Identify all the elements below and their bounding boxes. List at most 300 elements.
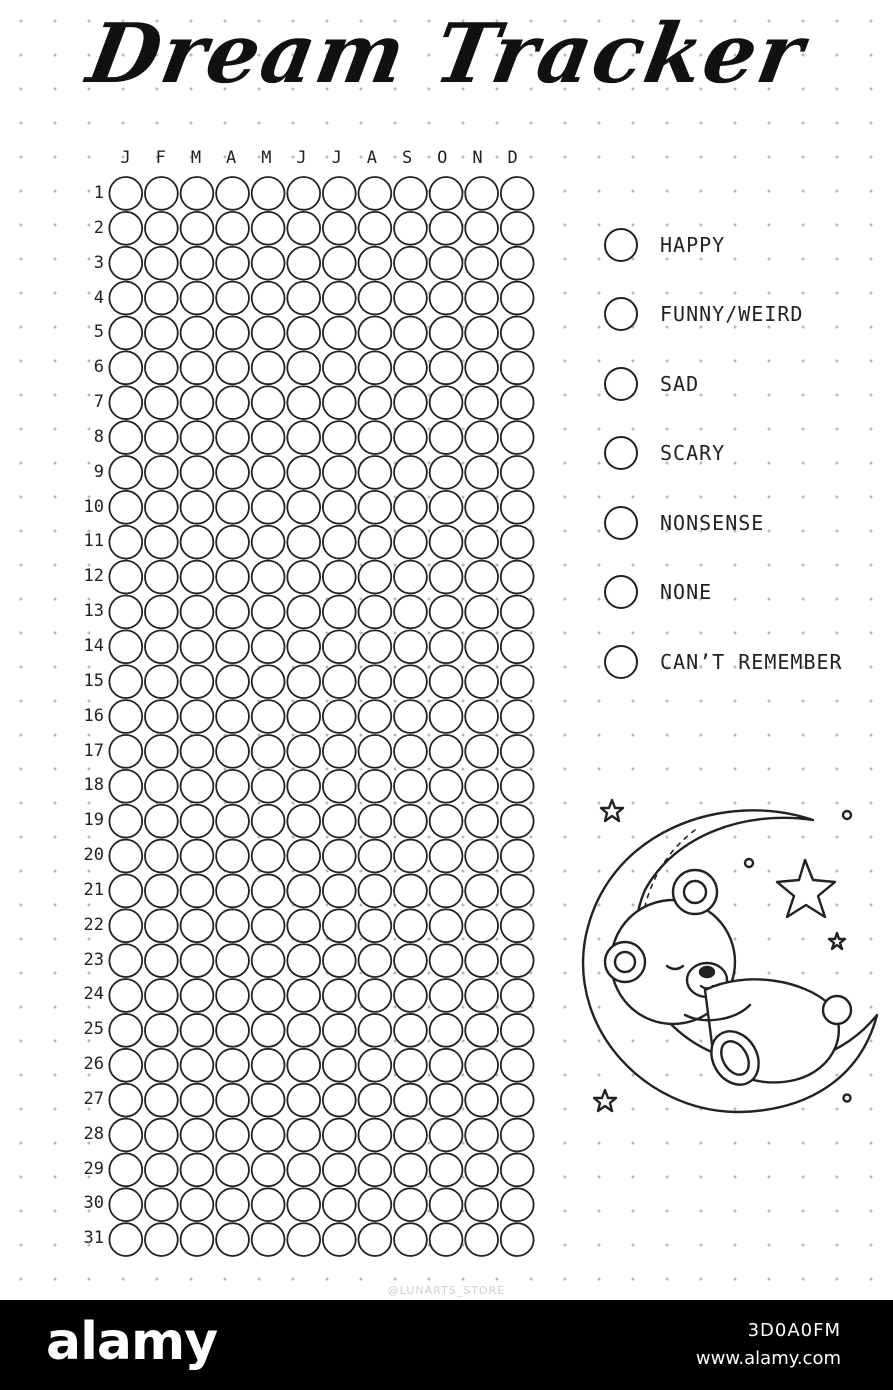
tracker-cell[interactable] (145, 805, 178, 838)
tracker-cell[interactable] (216, 1084, 249, 1117)
tracker-cell[interactable] (501, 282, 534, 315)
tracker-cell[interactable] (181, 595, 214, 628)
tracker-cell[interactable] (358, 351, 391, 384)
tracker-cell[interactable] (145, 317, 178, 350)
tracker-cell[interactable] (501, 1223, 534, 1256)
tracker-cell[interactable] (109, 805, 142, 838)
tracker-cell[interactable] (145, 909, 178, 942)
tracker-cell[interactable] (252, 421, 285, 454)
tracker-cell[interactable] (181, 805, 214, 838)
tracker-cell[interactable] (430, 1153, 463, 1186)
tracker-cell[interactable] (358, 1188, 391, 1221)
tracker-cell[interactable] (465, 1188, 498, 1221)
tracker-cell[interactable] (181, 1084, 214, 1117)
tracker-cell[interactable] (501, 386, 534, 419)
tracker-cell[interactable] (287, 630, 320, 663)
tracker-cell[interactable] (501, 735, 534, 768)
tracker-cell[interactable] (501, 944, 534, 977)
tracker-cell[interactable] (252, 1084, 285, 1117)
tracker-cell[interactable] (358, 561, 391, 594)
tracker-cell[interactable] (394, 177, 427, 210)
tracker-cell[interactable] (323, 1014, 356, 1047)
tracker-cell[interactable] (430, 735, 463, 768)
tracker-cell[interactable] (109, 177, 142, 210)
tracker-cell[interactable] (430, 909, 463, 942)
tracker-cell[interactable] (287, 1188, 320, 1221)
tracker-cell[interactable] (252, 491, 285, 524)
tracker-cell[interactable] (252, 317, 285, 350)
tracker-cell[interactable] (252, 840, 285, 873)
tracker-cell[interactable] (358, 874, 391, 907)
tracker-cell[interactable] (501, 561, 534, 594)
tracker-cell[interactable] (394, 561, 427, 594)
tracker-cell[interactable] (501, 1119, 534, 1152)
tracker-cell[interactable] (430, 1049, 463, 1082)
tracker-cell[interactable] (216, 386, 249, 419)
tracker-cell[interactable] (358, 247, 391, 280)
tracker-cell[interactable] (394, 735, 427, 768)
legend-circle[interactable] (604, 436, 638, 470)
tracker-cell[interactable] (287, 177, 320, 210)
tracker-cell[interactable] (109, 700, 142, 733)
tracker-cell[interactable] (287, 317, 320, 350)
tracker-cell[interactable] (109, 456, 142, 489)
tracker-cell[interactable] (287, 282, 320, 315)
tracker-cell[interactable] (430, 421, 463, 454)
tracker-cell[interactable] (501, 526, 534, 559)
tracker-cell[interactable] (216, 491, 249, 524)
tracker-cell[interactable] (181, 700, 214, 733)
tracker-cell[interactable] (465, 317, 498, 350)
tracker-cell[interactable] (394, 805, 427, 838)
tracker-cell[interactable] (216, 247, 249, 280)
tracker-cell[interactable] (394, 1153, 427, 1186)
tracker-cell[interactable] (501, 177, 534, 210)
tracker-cell[interactable] (358, 700, 391, 733)
tracker-cell[interactable] (358, 944, 391, 977)
tracker-cell[interactable] (323, 735, 356, 768)
tracker-cell[interactable] (287, 1153, 320, 1186)
tracker-cell[interactable] (252, 770, 285, 803)
tracker-cell[interactable] (358, 317, 391, 350)
tracker-cell[interactable] (394, 386, 427, 419)
tracker-cell[interactable] (181, 317, 214, 350)
tracker-cell[interactable] (252, 526, 285, 559)
tracker-cell[interactable] (358, 1084, 391, 1117)
tracker-cell[interactable] (430, 1084, 463, 1117)
tracker-cell[interactable] (252, 212, 285, 245)
tracker-cell[interactable] (109, 909, 142, 942)
tracker-cell[interactable] (501, 700, 534, 733)
tracker-cell[interactable] (216, 1119, 249, 1152)
tracker-cell[interactable] (323, 630, 356, 663)
tracker-cell[interactable] (394, 491, 427, 524)
tracker-cell[interactable] (145, 1223, 178, 1256)
tracker-cell[interactable] (394, 247, 427, 280)
tracker-cell[interactable] (109, 1049, 142, 1082)
tracker-cell[interactable] (465, 909, 498, 942)
tracker-cell[interactable] (181, 1153, 214, 1186)
tracker-cell[interactable] (465, 1084, 498, 1117)
tracker-cell[interactable] (145, 491, 178, 524)
tracker-cell[interactable] (216, 805, 249, 838)
tracker-cell[interactable] (394, 979, 427, 1012)
tracker-cell[interactable] (465, 456, 498, 489)
tracker-cell[interactable] (501, 1188, 534, 1221)
tracker-cell[interactable] (287, 909, 320, 942)
tracker-cell[interactable] (430, 700, 463, 733)
tracker-cell[interactable] (109, 840, 142, 873)
tracker-cell[interactable] (145, 177, 178, 210)
tracker-cell[interactable] (145, 735, 178, 768)
tracker-cell[interactable] (465, 700, 498, 733)
tracker-cell[interactable] (109, 1014, 142, 1047)
tracker-cell[interactable] (465, 1014, 498, 1047)
tracker-cell[interactable] (252, 247, 285, 280)
tracker-cell[interactable] (501, 665, 534, 698)
tracker-cell[interactable] (358, 1014, 391, 1047)
tracker-cell[interactable] (145, 561, 178, 594)
tracker-cell[interactable] (394, 421, 427, 454)
tracker-cell[interactable] (323, 1119, 356, 1152)
tracker-cell[interactable] (216, 177, 249, 210)
tracker-cell[interactable] (430, 351, 463, 384)
tracker-cell[interactable] (358, 770, 391, 803)
tracker-cell[interactable] (465, 805, 498, 838)
tracker-cell[interactable] (145, 1049, 178, 1082)
tracker-cell[interactable] (216, 1014, 249, 1047)
tracker-cell[interactable] (465, 1223, 498, 1256)
tracker-cell[interactable] (181, 491, 214, 524)
tracker-cell[interactable] (394, 944, 427, 977)
tracker-cell[interactable] (465, 630, 498, 663)
tracker-cell[interactable] (181, 421, 214, 454)
tracker-cell[interactable] (287, 247, 320, 280)
tracker-cell[interactable] (287, 1119, 320, 1152)
tracker-cell[interactable] (358, 979, 391, 1012)
tracker-cell[interactable] (323, 770, 356, 803)
tracker-cell[interactable] (394, 1014, 427, 1047)
tracker-cell[interactable] (430, 491, 463, 524)
tracker-cell[interactable] (145, 1153, 178, 1186)
tracker-cell[interactable] (181, 456, 214, 489)
tracker-cell[interactable] (252, 1119, 285, 1152)
tracker-cell[interactable] (252, 177, 285, 210)
tracker-cell[interactable] (394, 665, 427, 698)
tracker-cell[interactable] (109, 1188, 142, 1221)
tracker-cell[interactable] (145, 351, 178, 384)
tracker-cell[interactable] (109, 1119, 142, 1152)
tracker-cell[interactable] (501, 1049, 534, 1082)
tracker-cell[interactable] (252, 1014, 285, 1047)
tracker-cell[interactable] (323, 700, 356, 733)
tracker-cell[interactable] (145, 595, 178, 628)
tracker-cell[interactable] (394, 595, 427, 628)
tracker-cell[interactable] (465, 212, 498, 245)
tracker-cell[interactable] (323, 456, 356, 489)
tracker-cell[interactable] (465, 177, 498, 210)
tracker-cell[interactable] (465, 874, 498, 907)
tracker-cell[interactable] (358, 212, 391, 245)
tracker-cell[interactable] (216, 1223, 249, 1256)
tracker-cell[interactable] (109, 770, 142, 803)
tracker-cell[interactable] (287, 351, 320, 384)
tracker-cell[interactable] (216, 561, 249, 594)
tracker-cell[interactable] (252, 630, 285, 663)
tracker-cell[interactable] (181, 212, 214, 245)
tracker-cell[interactable] (501, 351, 534, 384)
tracker-cell[interactable] (109, 247, 142, 280)
tracker-cell[interactable] (430, 1119, 463, 1152)
tracker-cell[interactable] (287, 212, 320, 245)
tracker-cell[interactable] (109, 212, 142, 245)
tracker-cell[interactable] (394, 351, 427, 384)
tracker-cell[interactable] (323, 317, 356, 350)
tracker-cell[interactable] (501, 1153, 534, 1186)
tracker-cell[interactable] (181, 735, 214, 768)
tracker-cell[interactable] (287, 561, 320, 594)
tracker-cell[interactable] (287, 456, 320, 489)
tracker-cell[interactable] (465, 735, 498, 768)
tracker-cell[interactable] (181, 979, 214, 1012)
tracker-cell[interactable] (394, 630, 427, 663)
tracker-cell[interactable] (216, 212, 249, 245)
tracker-cell[interactable] (109, 1223, 142, 1256)
tracker-cell[interactable] (109, 386, 142, 419)
tracker-cell[interactable] (358, 526, 391, 559)
tracker-cell[interactable] (501, 456, 534, 489)
tracker-cell[interactable] (465, 386, 498, 419)
tracker-cell[interactable] (145, 1014, 178, 1047)
tracker-cell[interactable] (430, 561, 463, 594)
tracker-cell[interactable] (181, 1119, 214, 1152)
tracker-cell[interactable] (252, 1049, 285, 1082)
tracker-cell[interactable] (252, 700, 285, 733)
tracker-cell[interactable] (358, 456, 391, 489)
tracker-cell[interactable] (394, 909, 427, 942)
tracker-cell[interactable] (145, 1084, 178, 1117)
tracker-cell[interactable] (216, 282, 249, 315)
tracker-cell[interactable] (252, 665, 285, 698)
tracker-cell[interactable] (287, 1084, 320, 1117)
tracker-cell[interactable] (181, 1049, 214, 1082)
tracker-cell[interactable] (145, 1188, 178, 1221)
tracker-cell[interactable] (287, 700, 320, 733)
tracker-cell[interactable] (358, 665, 391, 698)
tracker-cell[interactable] (465, 282, 498, 315)
tracker-cell[interactable] (145, 979, 178, 1012)
tracker-cell[interactable] (501, 805, 534, 838)
tracker-cell[interactable] (109, 874, 142, 907)
tracker-cell[interactable] (145, 386, 178, 419)
tracker-cell[interactable] (323, 1049, 356, 1082)
tracker-cell[interactable] (430, 1223, 463, 1256)
tracker-cell[interactable] (287, 1049, 320, 1082)
tracker-cell[interactable] (358, 386, 391, 419)
tracker-cell[interactable] (109, 630, 142, 663)
tracker-cell[interactable] (323, 979, 356, 1012)
tracker-cell[interactable] (287, 386, 320, 419)
tracker-cell[interactable] (216, 700, 249, 733)
tracker-cell[interactable] (145, 421, 178, 454)
tracker-cell[interactable] (109, 979, 142, 1012)
tracker-cell[interactable] (252, 386, 285, 419)
tracker-cell[interactable] (109, 1153, 142, 1186)
tracker-cell[interactable] (252, 282, 285, 315)
tracker-cell[interactable] (465, 526, 498, 559)
tracker-cell[interactable] (358, 805, 391, 838)
legend-circle[interactable] (604, 228, 638, 262)
tracker-cell[interactable] (181, 351, 214, 384)
tracker-cell[interactable] (216, 979, 249, 1012)
tracker-cell[interactable] (323, 1153, 356, 1186)
tracker-cell[interactable] (109, 665, 142, 698)
tracker-cell[interactable] (216, 944, 249, 977)
tracker-cell[interactable] (216, 909, 249, 942)
tracker-cell[interactable] (430, 944, 463, 977)
tracker-cell[interactable] (430, 317, 463, 350)
tracker-cell[interactable] (145, 282, 178, 315)
tracker-cell[interactable] (323, 282, 356, 315)
tracker-cell[interactable] (465, 944, 498, 977)
tracker-cell[interactable] (430, 177, 463, 210)
tracker-cell[interactable] (501, 595, 534, 628)
tracker-cell[interactable] (394, 1188, 427, 1221)
tracker-cell[interactable] (145, 700, 178, 733)
tracker-cell[interactable] (252, 979, 285, 1012)
tracker-cell[interactable] (465, 979, 498, 1012)
tracker-cell[interactable] (430, 212, 463, 245)
tracker-cell[interactable] (181, 247, 214, 280)
tracker-cell[interactable] (216, 595, 249, 628)
tracker-cell[interactable] (287, 491, 320, 524)
tracker-cell[interactable] (501, 840, 534, 873)
tracker-cell[interactable] (501, 491, 534, 524)
tracker-cell[interactable] (181, 665, 214, 698)
tracker-cell[interactable] (465, 595, 498, 628)
tracker-cell[interactable] (394, 526, 427, 559)
tracker-cell[interactable] (465, 561, 498, 594)
tracker-cell[interactable] (109, 1084, 142, 1117)
tracker-cell[interactable] (323, 1188, 356, 1221)
tracker-cell[interactable] (501, 770, 534, 803)
tracker-cell[interactable] (109, 317, 142, 350)
tracker-cell[interactable] (181, 526, 214, 559)
tracker-cell[interactable] (323, 1084, 356, 1117)
tracker-cell[interactable] (501, 979, 534, 1012)
tracker-cell[interactable] (501, 874, 534, 907)
tracker-cell[interactable] (323, 491, 356, 524)
tracker-cell[interactable] (430, 979, 463, 1012)
tracker-cell[interactable] (323, 247, 356, 280)
tracker-cell[interactable] (216, 735, 249, 768)
tracker-cell[interactable] (216, 1049, 249, 1082)
tracker-cell[interactable] (252, 735, 285, 768)
tracker-cell[interactable] (465, 247, 498, 280)
tracker-cell[interactable] (287, 805, 320, 838)
tracker-cell[interactable] (358, 282, 391, 315)
tracker-cell[interactable] (109, 595, 142, 628)
tracker-cell[interactable] (145, 874, 178, 907)
tracker-cell[interactable] (252, 874, 285, 907)
tracker-cell[interactable] (394, 1119, 427, 1152)
tracker-cell[interactable] (181, 840, 214, 873)
tracker-cell[interactable] (287, 770, 320, 803)
tracker-cell[interactable] (287, 1014, 320, 1047)
tracker-cell[interactable] (394, 317, 427, 350)
tracker-cell[interactable] (323, 909, 356, 942)
tracker-cell[interactable] (181, 770, 214, 803)
tracker-cell[interactable] (216, 317, 249, 350)
tracker-cell[interactable] (216, 351, 249, 384)
tracker-cell[interactable] (323, 874, 356, 907)
tracker-cell[interactable] (287, 874, 320, 907)
tracker-cell[interactable] (287, 421, 320, 454)
legend-circle[interactable] (604, 506, 638, 540)
tracker-cell[interactable] (145, 944, 178, 977)
tracker-cell[interactable] (323, 526, 356, 559)
tracker-cell[interactable] (358, 177, 391, 210)
tracker-cell[interactable] (216, 874, 249, 907)
tracker-cell[interactable] (501, 1084, 534, 1117)
tracker-cell[interactable] (252, 1188, 285, 1221)
tracker-cell[interactable] (323, 665, 356, 698)
tracker-cell[interactable] (465, 770, 498, 803)
tracker-cell[interactable] (216, 456, 249, 489)
tracker-cell[interactable] (430, 247, 463, 280)
tracker-cell[interactable] (287, 526, 320, 559)
tracker-cell[interactable] (181, 177, 214, 210)
tracker-cell[interactable] (430, 840, 463, 873)
tracker-cell[interactable] (465, 421, 498, 454)
tracker-cell[interactable] (430, 595, 463, 628)
tracker-cell[interactable] (216, 1153, 249, 1186)
tracker-cell[interactable] (323, 1223, 356, 1256)
tracker-cell[interactable] (430, 770, 463, 803)
tracker-cell[interactable] (358, 1153, 391, 1186)
tracker-cell[interactable] (358, 1049, 391, 1082)
tracker-cell[interactable] (181, 1014, 214, 1047)
legend-circle[interactable] (604, 575, 638, 609)
tracker-cell[interactable] (216, 526, 249, 559)
tracker-cell[interactable] (181, 909, 214, 942)
tracker-cell[interactable] (252, 351, 285, 384)
tracker-cell[interactable] (394, 1084, 427, 1117)
tracker-cell[interactable] (323, 386, 356, 419)
tracker-cell[interactable] (252, 805, 285, 838)
tracker-cell[interactable] (287, 944, 320, 977)
tracker-cell[interactable] (287, 1223, 320, 1256)
tracker-cell[interactable] (252, 944, 285, 977)
tracker-cell[interactable] (358, 421, 391, 454)
tracker-cell[interactable] (323, 351, 356, 384)
tracker-cell[interactable] (181, 386, 214, 419)
tracker-cell[interactable] (394, 456, 427, 489)
tracker-cell[interactable] (501, 247, 534, 280)
tracker-cell[interactable] (323, 840, 356, 873)
legend-circle[interactable] (604, 645, 638, 679)
tracker-cell[interactable] (181, 1188, 214, 1221)
tracker-cell[interactable] (323, 421, 356, 454)
tracker-cell[interactable] (323, 805, 356, 838)
tracker-cell[interactable] (109, 944, 142, 977)
tracker-cell[interactable] (358, 909, 391, 942)
tracker-cell[interactable] (501, 909, 534, 942)
tracker-cell[interactable] (252, 561, 285, 594)
tracker-cell[interactable] (323, 212, 356, 245)
tracker-cell[interactable] (430, 456, 463, 489)
tracker-cell[interactable] (323, 561, 356, 594)
